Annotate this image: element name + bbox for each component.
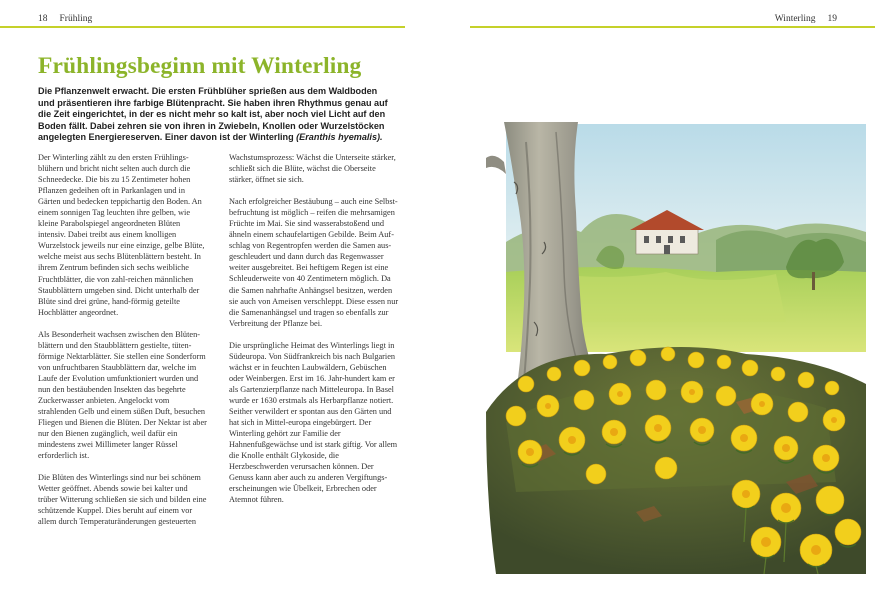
running-header-left <box>38 14 92 24</box>
text-column-1 <box>38 152 208 539</box>
paragraph: Wachstumsprozess: Wächst die Unterseite stärker, schließt sich die Blüte, wächst die Oberseite stärker, öffnet sie sich. <box>229 153 396 185</box>
paragraph: Als Besonderheit wachsen zwischen den Blüten-blättern und den Staubblättern gestielte, tüten-förmige Nektarblätter. Sie stellen eine Sonderform von unfruchtbaren Staubblättern dar, welche im Laufe der Evolution umfunktioniert wurden und nun den bestäubenden Insekten das begehrte Zuckerwasser anbieten. Angelockt vom strahlenden Gelb und einem süßen Duft, besuchen Fliegen und Bienen die Blüten. Der Nektar ist aber nur den Bienen zugänglich, weil dafür ein mindestens zwei Millimeter langer Rüssel erforderlich ist. <box>38 329 207 461</box>
page-number-right: 19 <box>827 14 837 24</box>
intro-paragraph <box>38 86 388 144</box>
intro-text: Die Pflanzenwelt erwacht. Die ersten Frühblüher sprießen aus dem Waldboden und präsentieren ihre farbige Blütenpracht. Sie haben ihren Rhythmus genau auf die Zeit eingerichtet, in der es nicht mehr so kalt ist, aber noch viel Licht auf den Boden fällt. Dabei zehren sie von ihren in Zwiebeln, Knollen oder Wurzelstöcken angelegten Energiereserven. Einer davon ist der Winterling <box>38 86 388 143</box>
paragraph: Nach erfolgreicher Bestäubung – auch eine Selbst-befruchtung ist möglich – reifen die mehrsamigen Früchte im Mai. Sie sind wasserabstoßend und ähneln einem schaufelartigen Gebilde. Beim Auf-schlag von Regentropfen werden die Samen aus-geschleudert und dann durch das Regenwasser weiter ausgebreitet. Bei heftigem Regen ist eine Schleuderweite von 40 Zentimetern möglich. Da die Samen nahrhafte Anhängsel besitzen, werden sie auch von Ameisen verschleppt. Diese essen nur die Samenanhängsel und tragen so ebenfalls zur Verbreitung der Pflanze bei. <box>229 197 399 328</box>
section-title-right: Winterling <box>774 14 816 24</box>
page-number-left: 18 <box>38 14 48 24</box>
paragraph: Die Blüten des Winterlings sind nur bei schönem Wetter geöffnet. Abends sowie bei kalter und trüber Witterung schließen sie sich und bilden eine schützende Kuppel. Dies beruht auf einem vor allem durch Temperaturänderungen gesteuerten <box>38 473 207 527</box>
running-header-right <box>775 14 837 24</box>
section-title-left: Frühling <box>59 14 93 24</box>
text-column-2 <box>229 152 399 516</box>
winterling-illustration <box>486 122 866 574</box>
paragraph: Der Winterling zählt zu den ersten Frühlings-blühern und bricht nicht selten auch durch die Schneedecke. Die bis zu 15 Zentimeter hohen Pflanzen gedeihen oft in Parkanlagen und in Gärten und bedecken teppichartig den Boden. An einem sonnigen Tag leuchten ihre gelben, wie kleine Parabolspiegel angeordneten Blüten intensiv. Dabei treibt aus einem knolligen Wurzelstock jeweils nur eine einzige, gelbe Blüte, welche meist aus sechs Blütenblättern besteht. In ihrem Zentrum befinden sich sechs weibliche Fruchtblätter, die von zahl-reichen männlichen Staubblättern umgeben sind. Dicht unterhalb der Blüte sind drei grüne, hand-förmig geteilte Hochblätter angeordnet. <box>38 153 205 317</box>
page-title: Frühlingsbeginn mit Winterling <box>38 53 362 79</box>
header-rule-right <box>470 26 875 28</box>
species-name: (Eranthis hyemalis). <box>296 132 383 143</box>
header-rule-left <box>0 26 405 28</box>
paragraph: Die ursprüngliche Heimat des Winterlings liegt in Südeuropa. Von Südfrankreich bis nach Bulgarien wächst er in feuchten Laubwäldern, Gebüschen oder Weinbergen. Erst im 16. Jahr-hundert kam er als Gartenzierpflanze nach Mitteleuropa. In Basel wurde er 1630 erstmals als Herbarpflanze notiert. Seither verwildert er spontan aus den Gärten und hat sich in Mittel-europa eingebürgert. Der Winterling gehört zur Familie der Hahnenfußgewächse und ist stark giftig. Vor allem die Knolle enthält Glykoside, die Herzbeschwerden verursachen können. Der Genuss kann aber auch zu anderen Vergiftungs-erscheinungen wie Übelkeit, Erbrechen oder Atemnot führen. <box>229 340 398 505</box>
